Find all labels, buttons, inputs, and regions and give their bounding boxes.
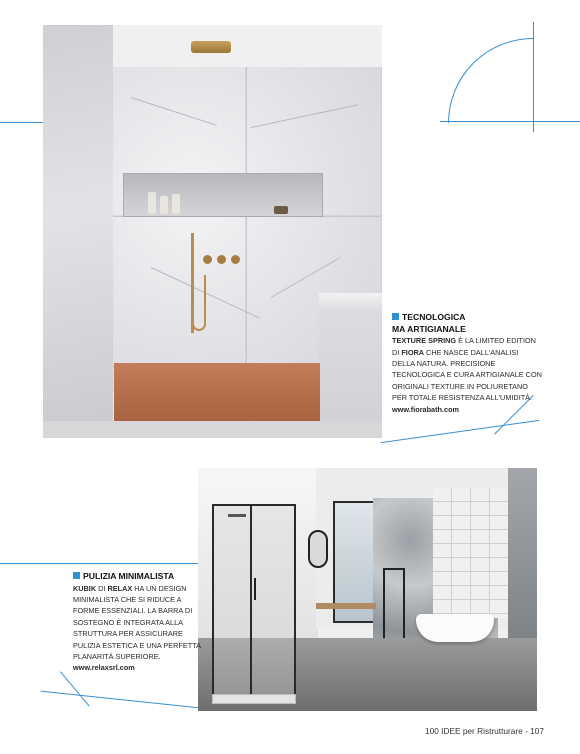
caption-heading (73, 571, 208, 583)
enclosure-frame (250, 504, 252, 704)
blue-square-bullet (392, 313, 399, 320)
photo-marble-shower (43, 25, 382, 438)
caption-heading-line2: MA ARTIGIANALE (392, 323, 466, 334)
shower-hose (192, 275, 206, 331)
caption-heading-text: PULIZIA MINIMALISTA (83, 571, 175, 581)
round-mirror (308, 530, 328, 568)
floor (43, 421, 382, 438)
product-name: KUBIK (73, 583, 97, 593)
photo-shower-enclosure (198, 468, 537, 711)
caption-heading-line1: TECNOLOGICA (402, 312, 466, 322)
marble-left-wall (43, 25, 113, 438)
guide-line-bottom-underline (40, 691, 199, 709)
marble-bench (319, 293, 382, 438)
website-link[interactable]: www.fiorabath.com (392, 404, 460, 414)
shower-head (228, 514, 246, 517)
bathtub (416, 614, 494, 642)
shower-tray (212, 694, 296, 704)
guide-line-bottom-left (0, 563, 198, 564)
shower-valve (231, 255, 240, 264)
guide-line-bottom-left-diag (60, 671, 90, 706)
marble-vein (131, 97, 217, 126)
bottle (160, 196, 168, 214)
shower-valve (217, 255, 226, 264)
wall-niche (123, 173, 323, 217)
caption-body (73, 583, 208, 663)
shower-valve (203, 255, 212, 264)
caption-heading (392, 312, 542, 324)
brand-name: RELAX (107, 583, 133, 593)
bottle (172, 194, 180, 214)
glass-enclosure (212, 504, 296, 704)
caption-text: DI (96, 583, 108, 593)
caption-text: CHE NASCE DALL'ANALISI DELLA NATURA. PRECISIONE TECNOLOGICA E CURA ARTIGIANALE CON ORIGINALI TEXTURE IN POLIURETANO PER TOTALE RESISTENZA ALL'UMIDITÀ. (392, 347, 542, 403)
jar (274, 206, 288, 214)
caption-texture-spring (392, 312, 542, 415)
blue-square-bullet (73, 572, 80, 579)
brand-name: FIORA (401, 347, 425, 357)
stone-wall-right (508, 468, 537, 643)
marble-vein (271, 257, 341, 298)
caption-text: È LA LIMITED EDITION DI (392, 336, 536, 357)
wood-shelf (316, 603, 376, 609)
guide-line-top-right-vertical (533, 22, 534, 132)
ceiling-shower-head (191, 41, 231, 53)
tile-wall (433, 488, 508, 618)
guide-line-top-left (0, 122, 44, 123)
website-link[interactable]: www.relaxsrl.com (73, 663, 135, 673)
product-name: TEXTURE SPRING (392, 336, 457, 346)
caption-kubik (73, 571, 208, 674)
caption-text: HA UN DESIGN MINIMALISTA CHE SI RIDUCE A FORME ESSENZIALI. LA BARRA DI SOSTEGNO È INTEGRATA ALLA STRUTTURA PER ASSICURARE PULIZIA ESTETICA E UNA PERFETTA PLANARITÀ SUPERIORE. (73, 583, 201, 662)
towel-rack (383, 568, 405, 638)
terracotta-shower-tray (114, 363, 320, 421)
guide-line-caption-top-underline (381, 420, 540, 443)
page-footer: 100 IDEE per Ristrutturare - 107 (425, 726, 544, 736)
caption-body (392, 335, 542, 403)
door-handle (254, 578, 256, 600)
bottle (148, 192, 156, 214)
guide-arc-top-right (448, 38, 580, 208)
marble-vein (251, 104, 359, 128)
